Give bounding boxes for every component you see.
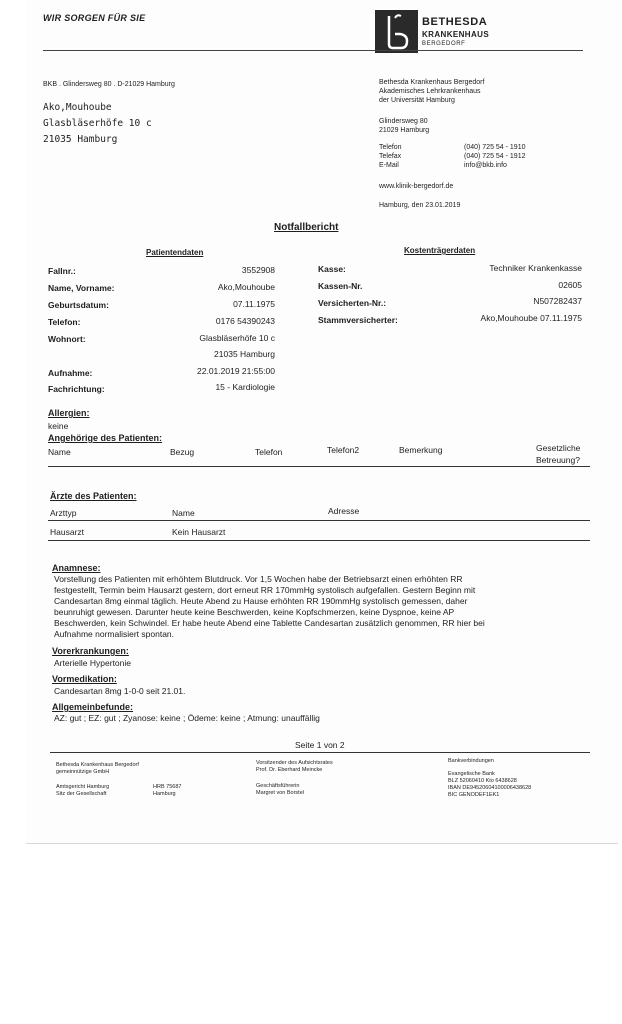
doctors-col: Arzttyp [50,508,77,518]
sender-line: BKB . Glindersweg 80 . D-21029 Hamburg [43,81,175,88]
footer-line: Prof. Dr. Eberhard Meincke [256,767,323,773]
doctor-name: Kein Hausarzt [172,527,226,537]
document-title: Notfallbericht [274,222,339,233]
date-line: Hamburg, den 23.01.2019 [379,202,461,209]
relatives-col: Gesetzliche [536,443,581,453]
patient-value: 22.01.2019 21:55:00 [197,366,275,376]
footer-line: Amtsgericht Hamburg [56,784,110,790]
patient-label: Telefon: [48,317,81,327]
fax-value: (040) 725 54 - 1912 [464,153,526,160]
cost-heading: Kostenträgerdaten [404,246,476,255]
footer-line: BLZ 52060410 Kto 6438628 [448,778,517,784]
hospital-sub1: Akademisches Lehrkrankenhaus [379,88,481,95]
footer-line: Margret von Borstel [256,790,304,796]
footer-court [56,784,109,798]
doctors-col: Adresse [328,506,360,516]
patient-label: Aufnahme: [48,368,93,378]
befunde-text: AZ: gut ; EZ: gut ; Zyanose: keine ; Ödeme: keine ; Atmung: unauffällig [54,713,320,723]
slogan: WIR SORGEN FÜR SIE [43,13,146,23]
patient-value: 21035 Hamburg [214,349,275,359]
doctors-heading: Ärzte des Patienten: [50,491,137,501]
vormedikation-text: Candesartan 8mg 1-0-0 seit 21.01. [54,686,186,696]
header-divider [43,50,583,51]
befunde-heading: Allgemeinbefunde: [52,702,134,712]
hospital-sub2: der Universität Hamburg [379,97,455,104]
vorerkrankungen-heading: Vorerkrankungen: [52,646,129,656]
email-label: E-Mail [379,162,399,169]
phone-value: (040) 725 54 - 1910 [464,144,526,151]
cost-label: Kassen-Nr. [318,281,363,291]
hospital-street: Glindersweg 80 [379,118,428,125]
footer-hrb [153,784,181,798]
footer-line: Geschäftsführerin [256,783,300,789]
footer-line: Bethesda Krankenhaus Bergedorf [56,762,139,768]
footer-bank [448,771,531,799]
footer-line: Evangelische Bank [448,771,495,777]
footer-board [256,760,333,774]
relatives-col: Betreuung? [536,455,580,465]
allergies-text: keine [48,421,69,431]
cost-label: Versicherten-Nr.: [318,298,387,308]
footer-line: gemeinnützige GmbH [56,769,110,775]
recipient-name: Ako,Mouhoube [43,102,112,113]
recipient-city: 21035 Hamburg [43,134,118,145]
fax-label: Telefax [379,153,402,160]
patient-value: Ako,Mouhoube [217,282,275,292]
vormedikation-heading: Vormedikation: [52,674,117,684]
patient-value: 15 - Kardiologie [215,382,275,392]
footer-line: Sitz der Gesellschaft [56,791,107,797]
email-value: info@bkb.info [464,162,507,169]
vorerkrankungen-text: Arterielle Hypertonie [54,658,132,668]
patient-heading: Patientendaten [146,248,204,257]
patient-value: 0176 54390243 [215,316,275,326]
brand-name: BETHESDA [422,16,488,28]
hospital-name: Bethesda Krankenhaus Bergedorf [379,79,485,86]
patient-label: Fallnr.: [48,266,76,276]
patient-value: 3552908 [241,265,275,275]
cost-value: Techniker Krankenkasse [489,263,582,273]
anamnese-line: Beschwerden, kein Schwindel. Er habe heute Abend eine Tablette Candesartan zusätzlich genommen, RR hier bei [54,618,485,628]
anamnese-line: Aufnahme normalisiert spontan. [54,629,175,639]
footer-line: Bankverbindungen [448,758,494,764]
relatives-col: Telefon [255,447,283,457]
relatives-col: Bezug [170,447,195,457]
cost-label: Stammversicherter: [318,315,398,325]
footer-line: Vorsitzender des Aufsichtsrates [256,760,333,766]
recipient-street: Glasbläserhöfe 10 c [43,118,152,129]
cost-value: 02605 [558,280,582,290]
doctors-col: Name [172,508,195,518]
doctor-type: Hausarzt [50,527,85,537]
footer-line: Hamburg [153,791,176,797]
anamnese-line: beunruhigt gewesen. Darunter heute keine Beschwerden, keine Kopfschmerzen, keine Dyspnoe, keine AP [54,607,455,617]
doctors-row-divider [48,540,590,541]
relatives-heading: Angehörige des Patienten: [48,433,163,443]
website: www.klinik-bergedorf.de [379,183,454,190]
patient-label: Geburtsdatum: [48,300,109,310]
patient-label: Fachrichtung: [48,384,105,394]
patient-label: Wohnort: [48,334,86,344]
anamnese-line: festgestellt, Termin beim Hausarzt gestern, dort erneut RR 170mmHg systolisch aufgefallen. Gestern Beginn mit [54,585,476,595]
cost-value: N507282437 [533,296,582,306]
footer-line: IBAN DE94520604100006438628 [448,785,532,791]
anamnese-line: Vorstellung des Patienten mit erhöhtem Blutdruck. Vor 1,5 Wochen habe der Betriebsarzt einen erhöhten RR [54,574,463,584]
allergies-heading: Allergien: [48,408,90,418]
brand-subtitle: KRANKENHAUS [422,30,490,39]
page-number: Seite 1 von 2 [295,740,345,750]
footer-divider [50,752,590,753]
cost-value: Ako,Mouhoube 07.11.1975 [480,313,582,323]
patient-label: Name, Vorname: [48,283,115,293]
footer-company [56,762,139,776]
patient-value: 07.11.1975 [233,299,275,309]
doctors-divider [48,520,590,521]
hospital-city: 21029 Hamburg [379,127,430,134]
footer-manager [256,783,304,797]
anamnese-line: Candesartan 8mg einmal täglich. Heute Abend zu Hause erhöhten RR 190mmHg systolisch gemessen, daher [54,596,468,606]
relatives-col: Name [48,447,71,457]
relatives-divider [48,466,590,467]
relatives-col: Telefon2 [327,445,360,455]
brand-location: BERGEDORF [422,41,466,47]
relatives-col: Bemerkung [399,445,443,455]
patient-value: Glasbläserhöfe 10 c [199,333,275,343]
anamnese-heading: Anamnese: [52,563,101,573]
footer-bank-heading [448,758,494,765]
footer-line: HRB 75687 [153,784,182,790]
bethesda-logo-icon [375,10,418,53]
phone-label: Telefon [379,144,402,151]
cost-label: Kasse: [318,264,346,274]
footer-line: BIC GENODEF1EK1 [448,792,500,798]
